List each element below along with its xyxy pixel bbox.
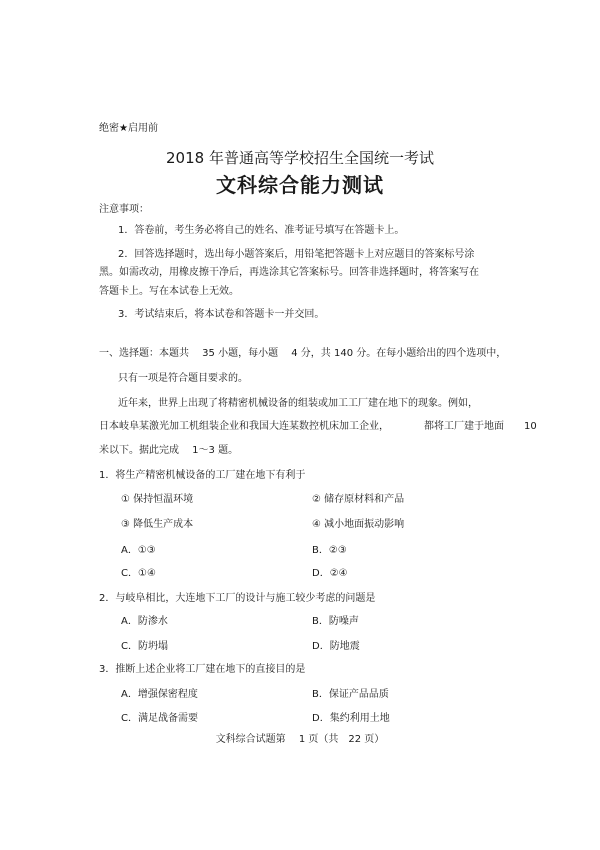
q1-choice-1: ① 保持恒温环境 xyxy=(121,494,194,505)
q2-option-d: D．防地震 xyxy=(312,641,360,652)
q2-option-b: B．防噪声 xyxy=(312,616,359,627)
notice-item-2-line-2: 黑。如需改动，用橡皮擦干净后，再选涂其它答案标号。回答非选择题时，将答案写在 xyxy=(99,267,479,278)
notice-item-2-line-1: 2．回答选择题时，选出每小题答案后，用铅笔把答题卡上对应题目的答案标号涂 xyxy=(118,249,475,260)
q1-option-c: C．①④ xyxy=(121,568,156,579)
notice-item-1: 1．答卷前，考生务必将自己的姓名、准考证号填写在答题卡上。 xyxy=(118,225,405,236)
material-line-1: 近年来，世界上出现了将精密机械设备的组装或加工工厂建在地下的现象。例如， xyxy=(118,398,478,409)
question-3-stem: 3．推断上述企业将工厂建在地下的直接目的是 xyxy=(99,664,306,675)
notice-item-2-line-3: 答题卡上。写在本试卷上无效。 xyxy=(99,286,239,297)
notice-heading: 注意事项： xyxy=(99,204,149,215)
q1-option-b: B．②③ xyxy=(312,545,347,556)
q3-option-b: B．保证产品品质 xyxy=(312,689,389,700)
q1-choice-2: ② 储存原材料和产品 xyxy=(312,494,405,505)
q3-option-c: C．满足战备需要 xyxy=(121,713,198,724)
q3-option-a: A．增强保密程度 xyxy=(121,689,198,700)
q3-option-d: D．集约利用土地 xyxy=(312,713,390,724)
material-line-2: 日本岐阜某激光加工机组装企业和我国大连某数控机床加工企业， 都将工厂建于地面 10 xyxy=(99,421,537,432)
exam-title: 2018 年普通高等学校招生全国统一考试 xyxy=(166,149,434,167)
q2-option-c: C．防坍塌 xyxy=(121,641,168,652)
q1-choice-3: ③ 降低生产成本 xyxy=(121,519,194,530)
section-heading-cont: 只有一项是符合题目要求的。 xyxy=(118,373,248,384)
q1-option-d: D．②④ xyxy=(312,568,348,579)
confidential-label: 绝密★启用前 xyxy=(99,123,158,134)
material-line-3: 米以下。据此完成 1～3 题。 xyxy=(99,445,239,456)
question-2-stem: 2．与岐阜相比，大连地下工厂的设计与施工较少考虑的问题是 xyxy=(99,593,376,604)
q1-option-a: A．①③ xyxy=(121,545,156,556)
question-1-stem: 1．将生产精密机械设备的工厂建在地下有利于 xyxy=(99,470,306,481)
notice-item-3: 3．考试结束后，将本试卷和答题卡一并交回。 xyxy=(118,309,325,320)
paper-title: 文科综合能力测试 xyxy=(216,173,384,197)
q1-choice-4: ④ 减小地面振动影响 xyxy=(312,519,405,530)
section-heading: 一、选择题：本题共 35 小题，每小题 4 分，共 140 分。在每小题给出的四个选项中， xyxy=(99,348,507,359)
page-footer: 文科综合试题第 1 页（共 22 页） xyxy=(215,734,385,745)
q2-option-a: A．防渗水 xyxy=(121,616,168,627)
